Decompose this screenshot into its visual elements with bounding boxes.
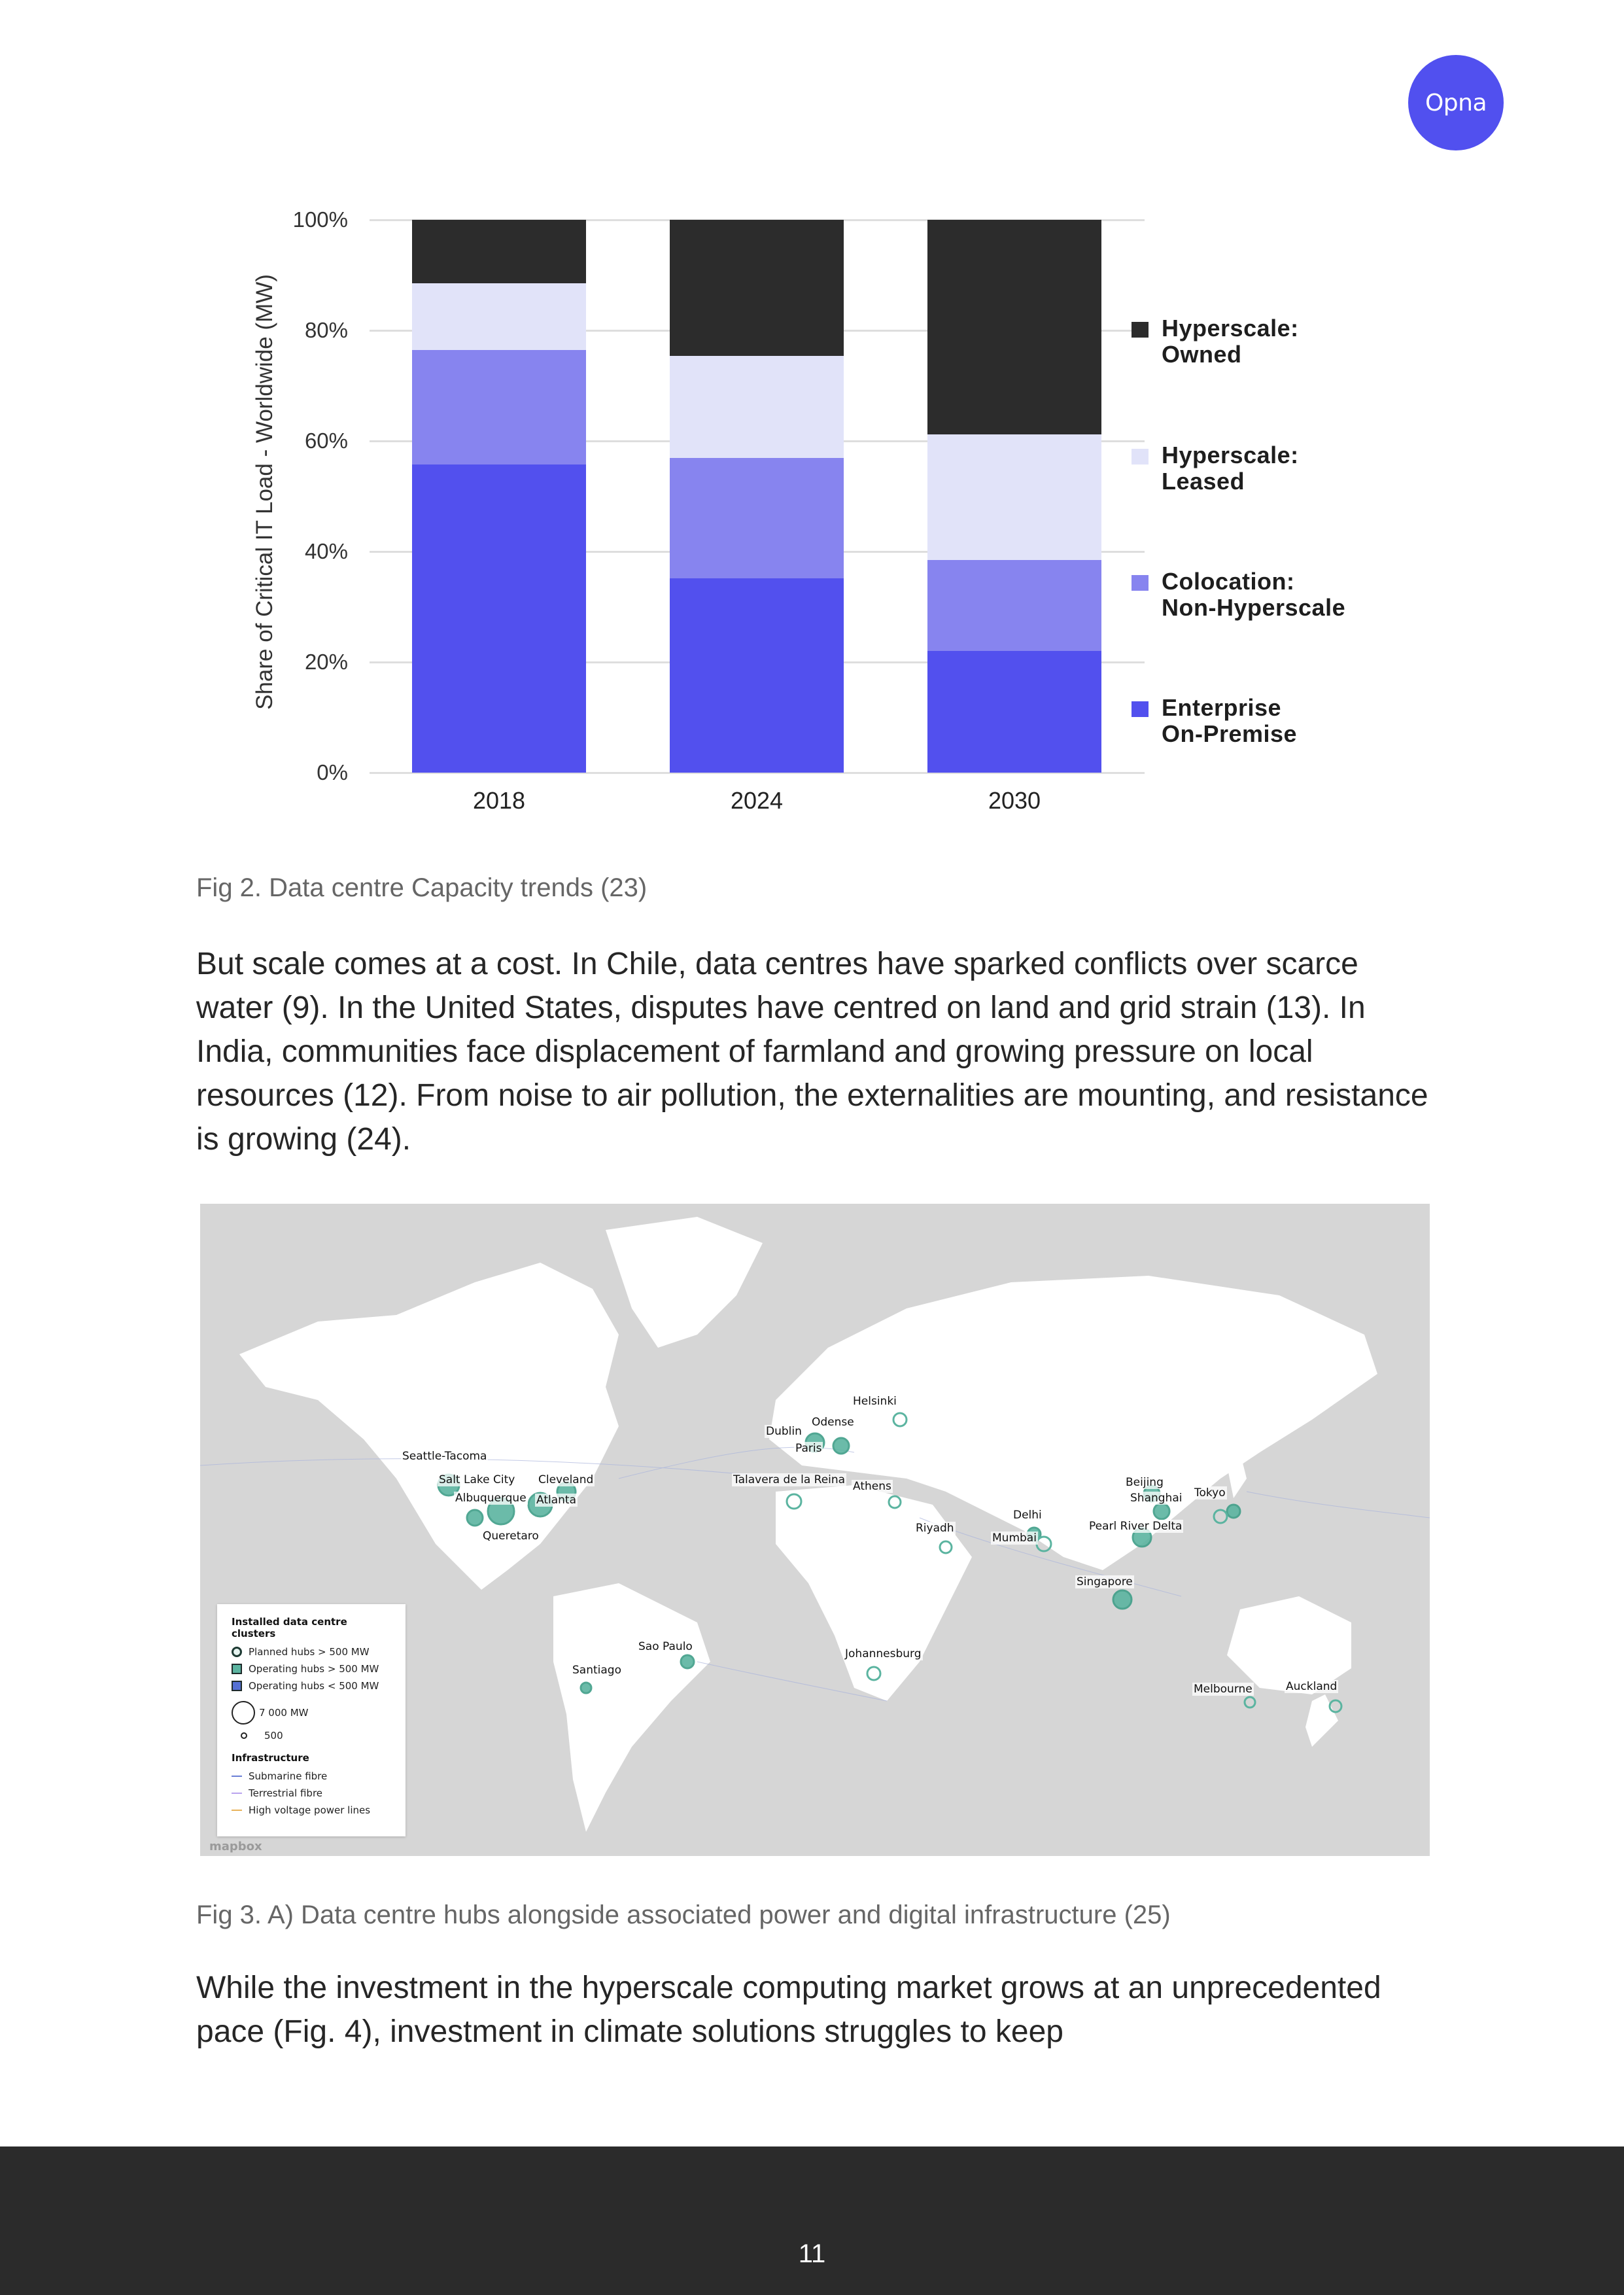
- legend-item: [1132, 695, 1297, 747]
- world-map-datacentre-hubs[interactable]: [200, 1204, 1430, 1856]
- x-tick-label: 2030: [988, 787, 1041, 814]
- city-label: Athens: [853, 1480, 891, 1493]
- line-swatch-icon: [232, 1793, 242, 1794]
- legend-swatch-icon: [1132, 322, 1149, 338]
- fig2-caption: Fig 2. Data centre Capacity trends (23): [196, 873, 648, 902]
- x-tick-label: 2024: [730, 787, 784, 814]
- line-swatch-icon: [232, 1776, 242, 1777]
- bar-segment: [670, 578, 844, 773]
- city-label: Shanghai: [1130, 1492, 1183, 1505]
- page-footer: [0, 2146, 1624, 2295]
- bar-segment: [670, 356, 844, 458]
- city-label: Mumbai: [992, 1532, 1037, 1545]
- legend-swatch-icon: [1132, 575, 1149, 591]
- city-label: Pearl River Delta: [1089, 1520, 1183, 1533]
- y-tick-label: 0%: [317, 760, 348, 784]
- size-legend-large: 7 000 MW: [232, 1701, 391, 1725]
- body-paragraph-1: But scale comes at a cost. In Chile, data centres have sparked conflicts over scarce water (9). In the United States, disputes have centred on land and grid strain (13). In India, communities face displacement of farmland and growing pressure on local resources (12). From noise to air pollution, the externalities are mounting, and resistance is growing (24).: [196, 947, 1428, 1157]
- city-label: Beijing: [1126, 1476, 1164, 1489]
- city-label: Paris: [795, 1442, 822, 1455]
- bar-segment: [670, 458, 844, 578]
- fig3-caption: Fig 3. A) Data centre hubs alongside associated power and digital infrastructure (25): [196, 1901, 1171, 1929]
- city-label: Cleveland: [538, 1473, 594, 1486]
- y-tick-label: 100%: [292, 207, 348, 232]
- x-tick-label: 2018: [472, 787, 526, 814]
- city-label: Queretaro: [483, 1530, 539, 1543]
- city-label: Helsinki: [853, 1395, 897, 1408]
- city-label: Santiago: [572, 1664, 621, 1677]
- city-label: Delhi: [1013, 1509, 1042, 1522]
- y-tick-label: 80%: [304, 318, 348, 342]
- bar-segment: [412, 283, 586, 349]
- city-label: Odense: [812, 1416, 854, 1429]
- bar-segment: [670, 220, 844, 356]
- bar-segment: [412, 464, 586, 773]
- legend-infrastructure-item: Submarine fibre: [232, 1770, 391, 1782]
- legend-clusters-title: Installed data centre clusters: [232, 1616, 347, 1639]
- y-tick-label: 40%: [304, 539, 348, 563]
- city-label: Seattle-Tacoma: [402, 1450, 487, 1463]
- y-tick-label: 20%: [304, 650, 348, 674]
- y-tick-label: 60%: [304, 429, 348, 453]
- legend-item: [1132, 315, 1299, 368]
- city-label: Auckland: [1286, 1680, 1338, 1693]
- size-legend-small: 500: [232, 1730, 391, 1742]
- legend-swatch-icon: [1132, 701, 1149, 717]
- bar-segment: [927, 220, 1101, 434]
- city-label: Melbourne: [1194, 1683, 1253, 1696]
- legend-cluster-item: Operating hubs > 500 MW: [232, 1663, 391, 1675]
- ring-icon: [232, 1647, 242, 1657]
- city-label: Riyadh: [916, 1522, 954, 1535]
- legend-cluster-item: Planned hubs > 500 MW: [232, 1646, 391, 1658]
- bar-segment: [412, 220, 586, 283]
- legend-item: [1132, 569, 1345, 621]
- small-circle-icon: [241, 1732, 247, 1739]
- legend-item: [1132, 442, 1299, 495]
- legend-infrastructure-title: Infrastructure: [232, 1752, 309, 1764]
- city-label: Salt Lake City: [439, 1473, 515, 1486]
- legend-infrastructure-item: Terrestrial fibre: [232, 1787, 391, 1799]
- large-circle-icon: [232, 1701, 255, 1725]
- legend-label: Enterprise On-Premise: [1162, 694, 1298, 747]
- brand-label: Opna: [1425, 89, 1487, 116]
- legend-cluster-item: Operating hubs < 500 MW: [232, 1680, 391, 1692]
- legend-infrastructure-item: High voltage power lines: [232, 1804, 391, 1816]
- city-label: Tokyo: [1194, 1486, 1226, 1499]
- map-legend: [217, 1604, 406, 1836]
- mapbox-attribution-link[interactable]: mapbox: [209, 1840, 262, 1853]
- city-label: Singapore: [1077, 1575, 1133, 1588]
- body-paragraph-2: While the investment in the hyperscale computing market grows at an unprecedented pace (Fig. 4), investment in climate solutions struggles to keep: [196, 1971, 1381, 2049]
- city-label: Atlanta: [536, 1494, 576, 1507]
- legend-swatch-icon: [1132, 449, 1149, 464]
- bar-segment: [927, 651, 1101, 773]
- bar-segment: [412, 350, 586, 465]
- legend-label: Hyperscale: Owned: [1162, 315, 1299, 368]
- bar-segment: [927, 434, 1101, 560]
- bar-segment: [927, 560, 1101, 651]
- city-label: Dublin: [766, 1425, 802, 1438]
- line-swatch-icon: [232, 1810, 242, 1811]
- square-icon: [232, 1664, 242, 1674]
- legend-label: Colocation: Non-Hyperscale: [1162, 568, 1346, 621]
- city-label: Sao Paulo: [638, 1640, 693, 1653]
- y-axis-label: Share of Critical IT Load - Worldwide (MW): [252, 274, 277, 710]
- legend-label: Hyperscale: Leased: [1162, 442, 1299, 495]
- city-label: Johannesburg: [845, 1647, 922, 1660]
- square-icon: [232, 1681, 242, 1691]
- city-label: Albuquerque: [455, 1492, 527, 1505]
- capacity-trends-chart: [0, 0, 1624, 844]
- page-number: 11: [798, 2239, 826, 2268]
- city-label: Talavera de la Reina: [733, 1473, 846, 1486]
